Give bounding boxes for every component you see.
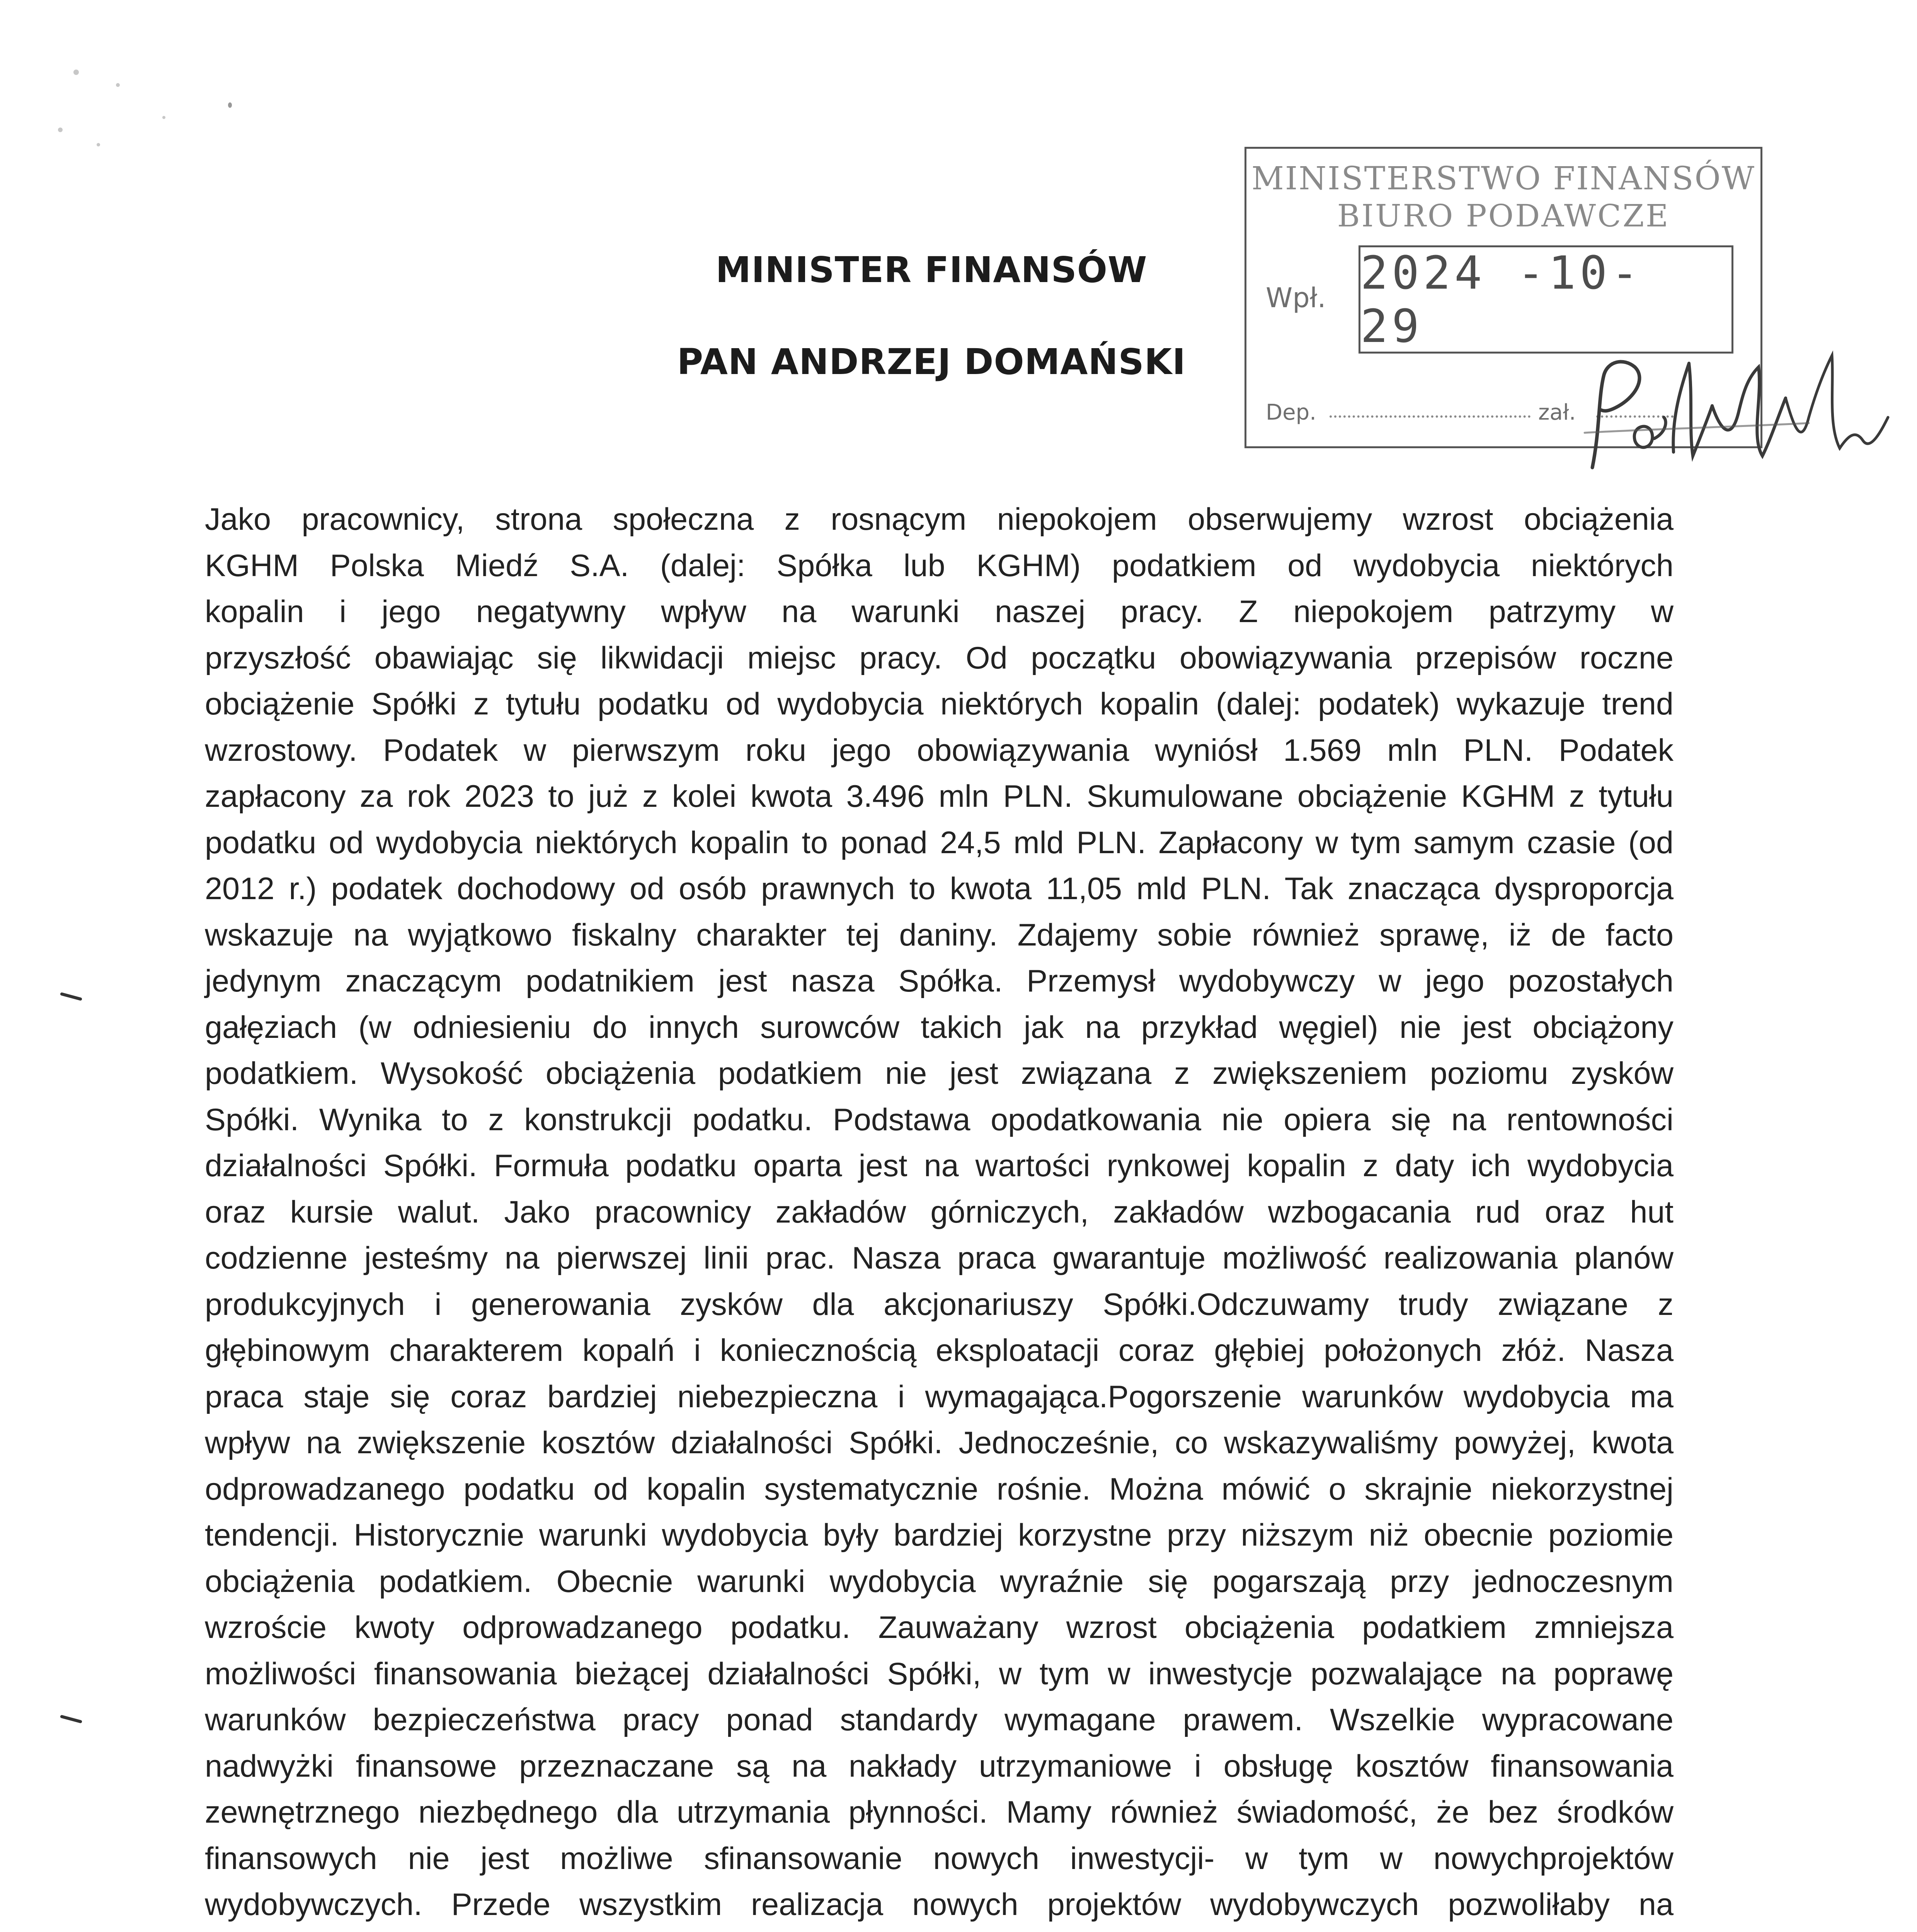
scan-speck — [73, 70, 79, 75]
stamp-department-label: Dep. — [1266, 400, 1316, 425]
stamp-date-box — [1359, 245, 1733, 354]
body-line: Spółki. Wynika to z konstrukcji podatku. Podstawa opodatkowania nie opiera się na rentowności — [205, 1102, 1674, 1137]
scan-speck — [58, 128, 63, 132]
body-line: produkcyjnych i generowania zysków dla akcjonariuszy Spółki.Odczuwamy trudy związane z — [205, 1287, 1674, 1322]
letter-body — [205, 497, 1674, 1932]
body-line: kopalin i jego negatywny wpływ na warunki naszej pracy. Z niepokojem patrzymy w — [205, 594, 1674, 629]
body-line: przyszłość obawiając się likwidacji miejsc pracy. Od początku obowiązywania przepisów roczne — [205, 640, 1674, 675]
stamp-received-label: Wpł. — [1266, 282, 1326, 314]
body-line: finansowych nie jest możliwe sfinansowanie nowych inwestycji- w tym w nowychprojektów — [205, 1841, 1674, 1876]
body-line: codzienne jesteśmy na pierwszej linii prac. Nasza praca gwarantuje możliwość realizowania planów — [205, 1241, 1674, 1276]
body-line: odprowadzanego podatku od kopalin systematycznie rośnie. Można mówić o skrajnie niekorzystnej — [205, 1471, 1674, 1507]
body-line: KGHM Polska Miedź S.A. (dalej: Spółka lub KGHM) podatkiem od wydobycia niektórych — [205, 548, 1674, 583]
body-line: głębinowym charakterem kopalń i koniecznością eksploatacji coraz głębiej położonych złóż. Nasza — [205, 1333, 1674, 1368]
body-line — [205, 1928, 1674, 1932]
scan-speck — [116, 83, 120, 87]
stamp-attachments-label: zał. — [1538, 400, 1576, 425]
body-line: podatkiem. Wysokość obciążenia podatkiem nie jest związana z zwiększeniem poziomu zysków — [205, 1056, 1674, 1091]
body-line: oraz kursie walut. Jako pracownicy zakładów górniczych, zakładów wzbogacania rud oraz hut — [205, 1194, 1674, 1230]
margin-mark — [60, 992, 82, 1001]
body-line: obciążenie Spółki z tytułu podatku od wydobycia niektórych kopalin (dalej: podatek) wykazuje trend — [205, 687, 1674, 721]
addressee-block — [657, 247, 1206, 385]
margin-mark — [60, 1715, 82, 1724]
body-line: możliwości finansowania bieżącej działalności Spółki, w tym w inwestycje pozwalające na poprawę — [205, 1656, 1674, 1691]
body-line: zewnętrznego niezbędnego dla utrzymania płynności. Mamy również świadomość, że bez środków — [205, 1795, 1674, 1830]
body-line: warunków bezpieczeństwa pracy ponad standardy wymagane prawem. Wszelkie wypracowane — [205, 1702, 1674, 1737]
body-line: wpływ na zwiększenie kosztów działalności Spółki. Jednocześnie, co wskazywaliśmy powyżej, kwota — [205, 1425, 1674, 1460]
body-line: wzroście kwoty odprowadzanego podatku. Zauważany wzrost obciążenia podatkiem zmniejsza — [205, 1610, 1674, 1645]
stamp-received-date: 2024 -10- 29 — [1360, 246, 1643, 353]
addressee-title: MINISTER FINANSÓW — [715, 249, 1147, 291]
body-line: wydobywczych. Przede wszystkim realizacja nowych projektów wydobywczych pozwoliłaby na — [205, 1887, 1674, 1922]
addressee-name: PAN ANDRZEJ DOMAŃSKI — [677, 341, 1186, 383]
body-line: gałęziach (w odniesieniu do innych surowców takich jak na przykład węgiel) nie jest obciążony — [205, 1010, 1674, 1045]
body-line: praca staje się coraz bardziej niebezpieczna i wymagająca.Pogorszenie warunków wydobycia ma — [205, 1379, 1674, 1414]
scan-speck — [228, 102, 232, 108]
body-line: 2012 r.) podatek dochodowy od osób prawnych to kwota 11,05 mld PLN. Tak znacząca dysproporcja — [205, 871, 1674, 906]
body-line: działalności Spółki. Formuła podatku oparta jest na wartości rynkowej kopalin z daty ich wydobycia — [205, 1148, 1674, 1183]
scan-speck — [97, 143, 100, 146]
body-line: Jako pracownicy, strona społeczna z rosnącym niepokojem obserwujemy wzrost obciążenia — [205, 502, 1674, 537]
body-line: nadwyżki finansowe przeznaczane są na nakłady utrzymaniowe i obsługę kosztów finansowania — [205, 1748, 1674, 1784]
body-line: podatku od wydobycia niektórych kopalin to ponad 24,5 mld PLN. Zapłacony w tym samym czasie (od — [205, 825, 1674, 860]
body-line: tendencji. Historycznie warunki wydobycia były bardziej korzystne przy niższym niż obecnie poziomie — [205, 1518, 1674, 1553]
body-line: wskazuje na wyjątkowo fiskalny charakter tej daniny. Zdajemy sobie również sprawę, iż de facto — [205, 917, 1674, 952]
stamp-department-dots — [1330, 415, 1531, 418]
body-line: jedynym znaczącym podatnikiem jest nasza Spółka. Przemysł wydobywczy w jego pozostałych — [205, 964, 1674, 998]
stamp-ministry: MINISTERSTWO FINANSÓW — [1251, 160, 1756, 197]
scan-speck — [162, 116, 165, 119]
body-line: wzrostowy. Podatek w pierwszym roku jego obowiązywania wyniósł 1.569 mln PLN. Podatek — [205, 733, 1674, 768]
stamp-office: BIURO PODAWCZE — [1337, 198, 1670, 234]
body-line: zapłacony za rok 2023 to już z kolei kwota 3.496 mln PLN. Skumulowane obciążenie KGHM z tytułu — [205, 779, 1674, 814]
body-line: obciążenia podatkiem. Obecnie warunki wydobycia wyraźnie się pogarszają przy jednoczesnym — [205, 1564, 1674, 1599]
handwritten-signature — [1577, 340, 1894, 479]
